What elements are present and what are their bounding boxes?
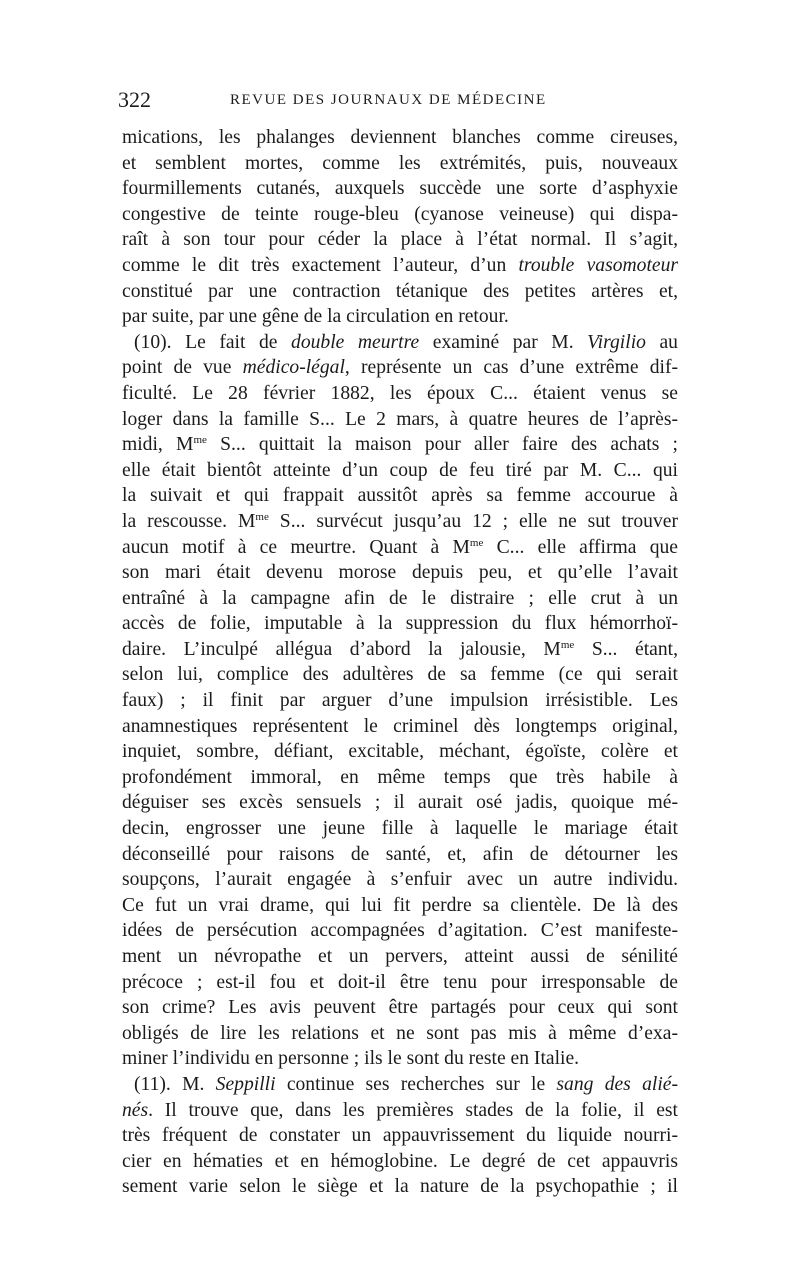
text-segment: très fréquent de constater un appauvrissement du liquide nourri- xyxy=(122,1125,678,1147)
text-line xyxy=(122,586,678,612)
text-line xyxy=(122,944,678,970)
text-segment: S... étant, xyxy=(574,638,678,660)
italic-text: double meurtre xyxy=(291,331,420,353)
text-line xyxy=(122,176,678,202)
text-line xyxy=(122,637,678,663)
text-segment: entraîné à la campagne afin de le distraire ; elle crut à un xyxy=(122,587,678,609)
text-line xyxy=(122,1123,678,1149)
text-segment: Ce fut un vrai drame, qui lui fit perdre sa clientèle. De là des xyxy=(122,894,678,916)
superscript-abbreviation: me xyxy=(255,510,269,523)
text-segment: elle était bientôt atteinte d’un coup de feu tiré par M. C... qui xyxy=(122,459,678,481)
journal-title: REVUE DES JOURNAUX DE MÉDECINE xyxy=(230,92,547,108)
text-segment: idées de persécution accompagnées d’agitation. C’est manifeste- xyxy=(122,920,678,942)
page-number: 322 xyxy=(118,87,151,112)
italic-text: nés xyxy=(122,1099,149,1121)
text-line xyxy=(122,1098,678,1124)
superscript-abbreviation: me xyxy=(469,536,484,549)
text-segment: selon lui, complice des adultères de sa femme (ce qui serait xyxy=(122,664,678,686)
text-segment: précoce ; est-il fou et doit-il être tenu pour irresponsable de xyxy=(122,971,678,993)
text-line xyxy=(122,893,678,919)
text-segment: daire. L’inculpé allégua d’abord la jalousie, M xyxy=(122,638,561,660)
text-line xyxy=(122,842,678,868)
text-segment: et semblent mortes, comme les extrémités, puis, nouveaux xyxy=(122,152,678,174)
text-segment: mications, les phalanges deviennent blanches comme cireuses, xyxy=(122,127,678,148)
text-line xyxy=(122,1072,678,1098)
text-segment: congestive de teinte rouge-bleu (cyanose veineuse) qui dispa- xyxy=(122,203,678,225)
running-header xyxy=(118,86,678,116)
text-line xyxy=(122,535,678,561)
text-line xyxy=(122,330,678,356)
text-line xyxy=(122,1149,678,1175)
text-segment: son crime? Les avis peuvent être partagés pour ceux qui sont xyxy=(122,997,678,1019)
text-line xyxy=(122,918,678,944)
text-line xyxy=(122,1021,678,1047)
text-segment: inquiet, sombre, défiant, excitable, méchant, égoïste, colère et xyxy=(122,741,678,763)
text-line xyxy=(122,970,678,996)
text-segment: sement varie selon le siège et la nature de la psychopathie ; il xyxy=(122,1176,678,1198)
italic-text: sang des alié- xyxy=(556,1073,678,1095)
text-segment: par suite, par une gêne de la circulation en retour. xyxy=(122,306,509,328)
text-segment: ment un névropathe et un pervers, atteint aussi de sénilité xyxy=(122,946,678,967)
text-line xyxy=(122,714,678,740)
text-line xyxy=(122,688,678,714)
text-line xyxy=(122,381,678,407)
text-line xyxy=(122,611,678,637)
text-line xyxy=(122,816,678,842)
text-line xyxy=(122,483,678,509)
italic-text: trouble vasomoteur xyxy=(518,254,679,276)
text-line xyxy=(122,279,678,305)
italic-text: Virgilio xyxy=(587,331,646,353)
text-segment: miner l’individu en personne ; ils le sont du reste en Italie. xyxy=(122,1048,580,1070)
text-segment: S... quittait la maison pour aller faire des achats ; xyxy=(206,434,678,456)
text-segment: examiné par M. xyxy=(419,331,588,353)
text-segment: (10). Le fait de xyxy=(134,331,292,353)
text-segment: la rescousse. M xyxy=(122,510,256,532)
text-segment: obligés de lire les relations et ne sont pas mis à même d’exa- xyxy=(122,1022,678,1044)
text-segment: aucun motif à ce meurtre. Quant à M xyxy=(122,536,470,558)
text-segment: decin, engrosser une jeune fille à laquelle le mariage était xyxy=(122,818,678,840)
text-line xyxy=(122,1174,678,1200)
text-segment: déguiser ses excès sensuels ; il aurait osé jadis, quoique mé- xyxy=(122,792,678,814)
text-segment: son mari était devenu morose depuis peu, et qu’elle l’avait xyxy=(122,562,678,584)
text-segment: au xyxy=(645,331,678,353)
text-segment: cier en hématies et en hémoglobine. Le degré de cet appauvris xyxy=(122,1150,678,1172)
text-line xyxy=(122,432,678,458)
text-segment: loger dans la famille S... Le 2 mars, à quatre heures de l’après- xyxy=(122,408,678,430)
text-segment: constitué par une contraction tétanique des petites artères et, xyxy=(122,280,678,302)
text-line xyxy=(122,202,678,228)
text-line xyxy=(122,458,678,484)
text-segment: , représente un cas d’une extrême dif- xyxy=(344,357,678,379)
text-segment: ficulté. Le 28 février 1882, les époux C... étaient venus se xyxy=(122,382,678,404)
text-line xyxy=(122,790,678,816)
text-line xyxy=(122,407,678,433)
text-line xyxy=(122,304,678,330)
text-segment: fourmillements cutanés, auxquels succède une sorte d’asphyxie xyxy=(122,178,678,200)
text-segment: midi, M xyxy=(122,434,194,456)
italic-text: médico-légal xyxy=(242,357,345,379)
text-segment: soupçons, l’aurait engagée à s’enfuir avec un autre individu. xyxy=(122,869,678,891)
text-segment: la suivait et qui frappait aussitôt après sa femme accourue à xyxy=(122,485,678,507)
text-segment: . Il trouve que, dans les premières stades de la folie, il est xyxy=(148,1099,678,1121)
text-line xyxy=(122,739,678,765)
text-line xyxy=(122,151,678,177)
text-segment: profondément immoral, en même temps que très habile à xyxy=(122,766,678,788)
text-segment: raît à son tour pour céder la place à l’état normal. Il s’agit, xyxy=(122,229,678,251)
text-segment: (11). M. xyxy=(134,1073,216,1095)
text-segment: accès de folie, imputable à la suppression du flux hémorrhoï- xyxy=(122,613,678,635)
text-line xyxy=(122,662,678,688)
text-segment: S... survécut jusqu’au 12 ; elle ne sut trouver xyxy=(268,510,678,532)
text-line xyxy=(122,867,678,893)
text-segment: C... elle affirma que xyxy=(483,536,678,558)
text-segment: déconseillé pour raisons de santé, et, afin de détourner les xyxy=(122,843,678,865)
text-line xyxy=(122,355,678,381)
body-text xyxy=(122,125,678,1200)
text-line xyxy=(122,253,678,279)
superscript-abbreviation: me xyxy=(193,434,207,447)
text-line xyxy=(122,509,678,535)
text-line xyxy=(122,227,678,253)
text-line xyxy=(122,1046,678,1072)
text-segment: faux) ; il finit par arguer d’une impulsion irrésistible. Les xyxy=(122,690,678,712)
text-segment: continue ses recherches sur le xyxy=(275,1073,557,1095)
text-line xyxy=(122,125,678,151)
text-line xyxy=(122,560,678,586)
text-segment: point de vue xyxy=(122,357,243,379)
text-line xyxy=(122,765,678,791)
superscript-abbreviation: me xyxy=(560,638,575,651)
italic-text: Seppilli xyxy=(215,1073,276,1095)
text-line xyxy=(122,995,678,1021)
text-segment: anamnestiques représentent le criminel dès longtemps original, xyxy=(122,715,678,737)
text-segment: comme le dit très exactement l’auteur, d’un xyxy=(122,254,519,276)
